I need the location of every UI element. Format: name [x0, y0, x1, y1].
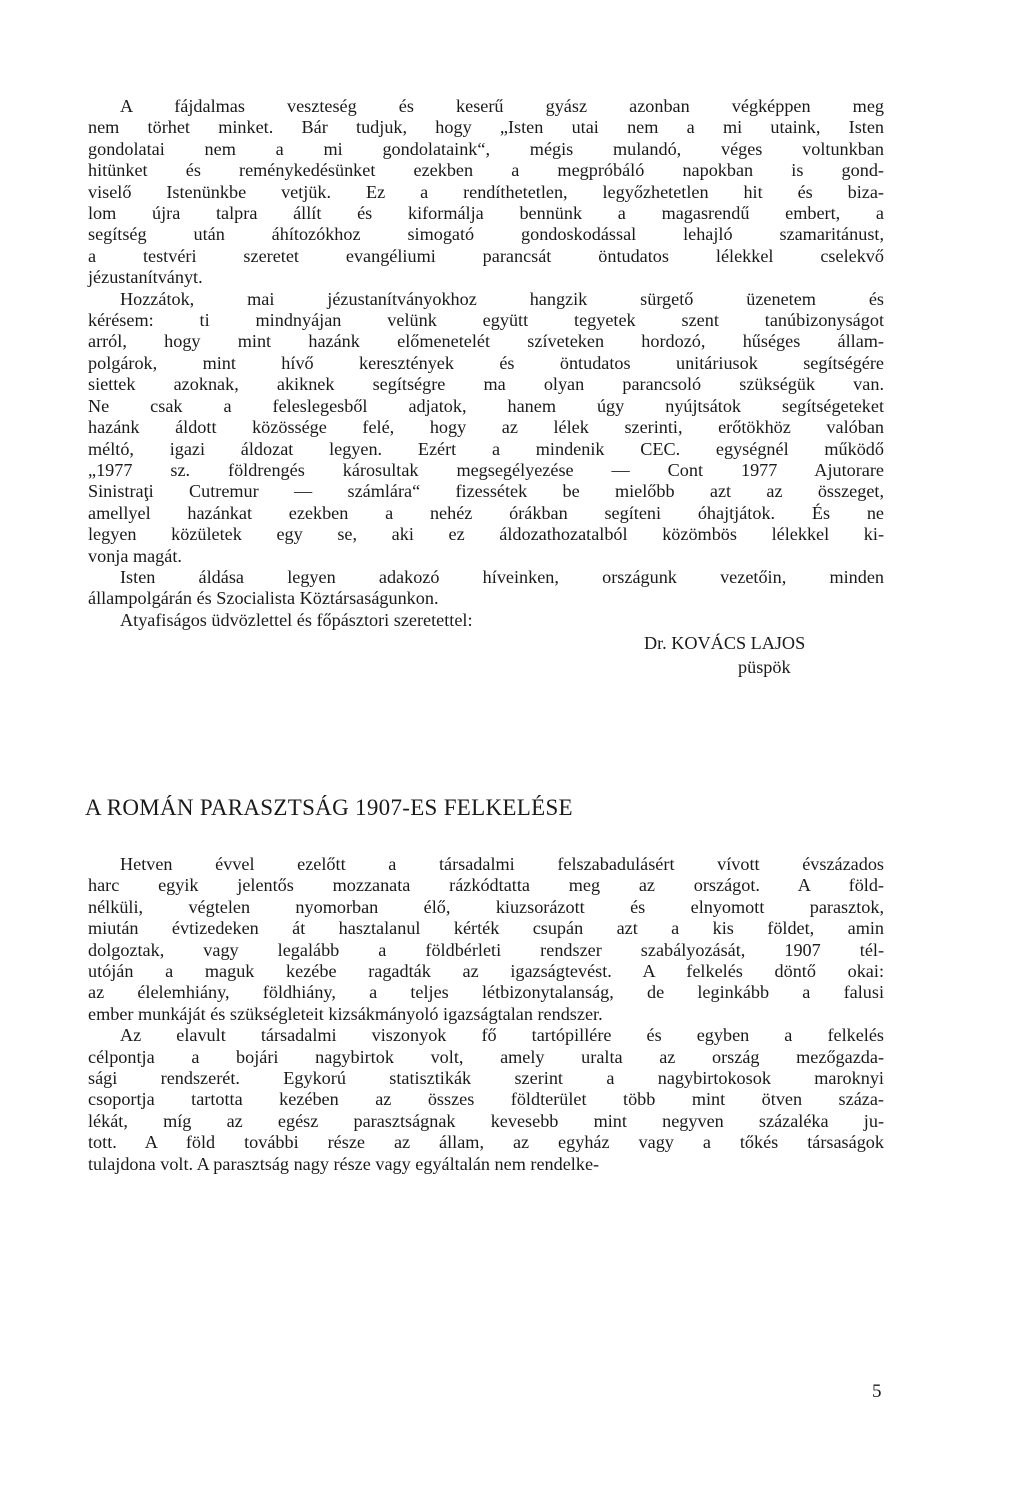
text-line: hazánk áldott közössége felé, hogy az lélek szerinti, erőtökhöz valóban — [88, 417, 884, 438]
text-line: célpontja a bojári nagybirtok volt, amely uralta az ország mezőgazda- — [88, 1046, 884, 1067]
text-line: Isten áldása legyen adakozó híveinken, országunk vezetőin, minden — [120, 566, 884, 587]
text-line: kérésem: ti mindnyájan velünk együtt tegyetek szent tanúbizonyságot — [88, 310, 884, 331]
text-line: ember munkáját és szükségleteit kizsákmányoló igazságtalan rendszer. — [88, 1003, 603, 1024]
text-line: harc egyik jelentős mozzanata rázkódtatta meg az országot. A föld- — [88, 875, 884, 896]
text-line: Hozzátok, mai jézustanítványokhoz hangzik sürgető üzenetem és — [120, 288, 884, 309]
text-line: vonja magát. — [88, 545, 182, 566]
document-page — [85, 96, 884, 1175]
text-line: méltó, igazi áldozat legyen. Ezért a mindenik CEC. egységnél működő — [88, 438, 884, 459]
section-heading: A ROMÁN PARASZTSÁG 1907-ES FELKELÉSE — [85, 794, 573, 820]
text-line: Az elavult társadalmi viszonyok fő tartópillére és egyben a felkelés — [120, 1025, 884, 1046]
text-line: állampolgárán és Szocialista Köztársaságunkon. — [88, 588, 439, 609]
text-line: Atyafiságos üdvözlettel és főpásztori szeretettel: — [120, 609, 473, 630]
text-line: nélküli, végtelen nyomorban élő, kiuzsorázott és elnyomott parasztok, — [88, 896, 884, 917]
paragraph — [88, 1025, 884, 1175]
text-line: Sinistraţi Cutremur — számlára“ fizessétek be mielőbb azt az összeget, — [88, 481, 884, 502]
text-line: dolgoztak, vagy legalább a földbérleti rendszer szabályozását, 1907 tél- — [88, 939, 884, 960]
text-line: gondolatai nem a mi gondolataink“, mégis mulandó, véges voltunkban — [88, 138, 884, 159]
text-line: amellyel hazánkat ezekben a nehéz órákban segíteni óhajtjátok. És ne — [88, 502, 884, 523]
text-line: „1977 sz. földrengés károsultak megsegélyezése — Cont 1977 Ajutorare — [88, 459, 884, 480]
letter-body — [88, 96, 884, 631]
text-line: lom újra talpra állít és kiformálja bennünk a magasrendű embert, a — [88, 203, 884, 224]
text-line: lékát, míg az egész parasztságnak kevesebb mint negyven százaléka ju- — [88, 1110, 884, 1131]
text-line: sági rendszerét. Egykorú statisztikák szerint a nagybirtokosok maroknyi — [88, 1068, 884, 1089]
paragraph — [88, 289, 884, 567]
text-line: viselő Istenünkbe vetjük. Ez a rendíthetetlen, legyőzhetetlen hit és biza- — [88, 181, 884, 202]
text-line: miután évtizedeken át hasztalanul kérték csupán azt a kis földet, amin — [88, 918, 884, 939]
text-line: tulajdona volt. A parasztság nagy része vagy egyáltalán nem rendelke- — [88, 1153, 600, 1174]
text-line: nem törhet minket. Bár tudjuk, hogy „Isten utai nem a mi utaink, Isten — [88, 117, 884, 138]
text-line: csoportja tartotta kezében az összes földterület több mint ötven száza- — [88, 1089, 884, 1110]
text-line: A fájdalmas veszteség és keserű gyász azonban végképpen meg — [120, 96, 884, 116]
page-number: 5 — [872, 1381, 882, 1402]
paragraph — [88, 610, 884, 631]
paragraph — [88, 96, 884, 289]
text-line: jézustanítványt. — [88, 267, 203, 288]
section-body — [88, 854, 884, 1175]
text-line: arról, hogy mint hazánk előmenetelét szíveteken hordozó, hűséges állam- — [88, 331, 884, 352]
text-line: a testvéri szeretet evangéliumi parancsát öntudatos lélekkel cselekvő — [88, 245, 884, 266]
paragraph — [88, 567, 884, 610]
text-line: tott. A föld további része az állam, az egyház vagy a tőkés társaságok — [88, 1132, 884, 1153]
paragraph — [88, 854, 884, 1025]
text-line: polgárok, mint hívő keresztények és öntudatos unitáriusok segítségére — [88, 352, 884, 373]
text-line: Ne csak a feleslegesből adjatok, hanem úgy nyújtsátok segítségeteket — [88, 395, 884, 416]
text-line: Hetven évvel ezelőtt a társadalmi felszabadulásért vívott évszázados — [120, 853, 884, 874]
signature-name: Dr. KOVÁCS LAJOS — [644, 633, 806, 654]
text-line: utóján a maguk kezébe ragadták az igazságtevést. A felkelés döntő okai: — [88, 961, 884, 981]
text-line: siettek azoknak, akiknek segítségre ma olyan parancsoló szükségük van. — [88, 374, 884, 395]
text-line: az élelemhiány, földhiány, a teljes létbizonytalanság, de leginkább a falusi — [88, 982, 884, 1003]
text-line: legyen közületek egy se, aki ez áldozathozatalból közömbös lélekkel ki- — [88, 524, 884, 545]
text-line: hitünket és reménykedésünket ezekben a megpróbáló napokban is gond- — [88, 160, 884, 181]
signature-role: püspök — [738, 656, 791, 677]
text-line: segítség után áhítozókhoz simogató gondoskodással lehajló szamaritánust, — [88, 224, 884, 245]
